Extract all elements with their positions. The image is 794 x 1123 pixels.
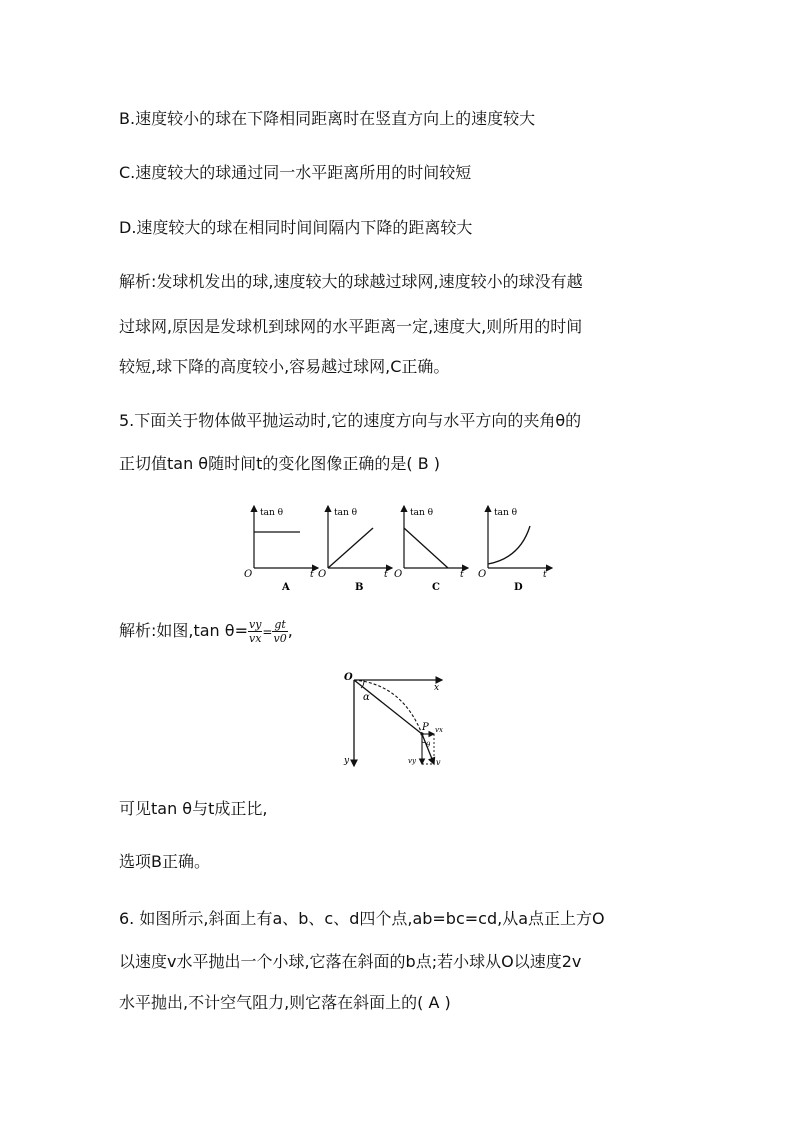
v-arrow	[422, 734, 434, 764]
question-6-line-3: 水平抛出,不计空气阻力,则它落在斜面上的( A )	[119, 993, 451, 1012]
graph-d-x-label: t	[543, 570, 547, 580]
question-6-line-1: 6. 如图所示,斜面上有a、b、c、d四个点,ab=bc=cd,从a点正上方O	[119, 909, 605, 928]
diagram-theta: θ	[426, 741, 431, 749]
graph-c-x-label: t	[460, 570, 464, 580]
diagram-alpha: α	[363, 692, 370, 703]
graph-a-y-label: tan θ	[260, 508, 284, 518]
fraction-gt-v0	[272, 618, 287, 645]
graph-b-x-label: t	[384, 570, 388, 580]
conclusion-line: 可见tan θ与t成正比,	[119, 799, 268, 818]
graph-a-x-label: t	[310, 570, 314, 580]
diagram-origin: O	[344, 672, 353, 683]
question-6-line-2: 以速度v水平抛出一个小球,它落在斜面的b点;若小球从O以速度2v	[119, 952, 582, 971]
analysis-2-line	[119, 618, 293, 645]
formula-equals: =	[262, 625, 273, 639]
graph-c-origin: O	[394, 569, 403, 580]
option-c: C.速度较大的球通过同一水平距离所用的时间较短	[119, 163, 472, 182]
diagram-vx: vx	[435, 726, 443, 734]
option-b: B.速度较小的球在下降相同距离时在竖直方向上的速度较大	[119, 109, 536, 128]
diagram-y-label: y	[344, 756, 350, 766]
graph-b-origin: O	[318, 569, 327, 580]
graph-c-letter: C	[432, 582, 440, 593]
analysis-1-line-1: 解析:发球机发出的球,速度较大的球越过球网,速度较小的球没有越	[119, 272, 583, 291]
fraction-vx: vx	[248, 632, 262, 645]
graph-b-line	[328, 528, 373, 568]
graph-c-line	[404, 528, 448, 568]
graph-d-origin: O	[478, 569, 487, 580]
projectile-diagram	[340, 668, 460, 774]
graph-d-y-label: tan θ	[494, 508, 518, 518]
fraction-vy-vx	[248, 618, 262, 645]
question-5-line-2: 正切值tan θ随时间t的变化图像正确的是( B )	[119, 454, 441, 473]
graph-c-y-label: tan θ	[410, 508, 434, 518]
graph-d-curve	[488, 526, 530, 564]
diagram-v: v	[436, 758, 441, 767]
graph-a	[244, 506, 318, 593]
diagram-x-label: x	[434, 683, 440, 693]
graph-d	[478, 506, 552, 593]
displacement-line	[354, 680, 422, 734]
analysis-1-line-2: 过球网,原因是发球机到球网的水平距离一定,速度大,则所用的时间	[119, 317, 583, 336]
formula-tail: ,	[287, 621, 293, 640]
graph-d-letter: D	[514, 582, 523, 593]
graph-b-y-label: tan θ	[334, 508, 358, 518]
analysis-2-prefix: 解析:如图,tan θ=	[119, 621, 248, 640]
option-d: D.速度较大的球在相同时间间隔内下降的距离较大	[119, 218, 473, 237]
graph-c	[394, 506, 468, 593]
diagram-vy: vy	[408, 757, 416, 765]
graph-a-origin: O	[244, 569, 253, 580]
diagram-point-p: P	[422, 722, 429, 733]
tan-theta-graphs	[238, 502, 558, 594]
graph-b-letter: B	[355, 582, 364, 593]
question-5-line-1: 5.下面关于物体做平抛运动时,它的速度方向与水平方向的夹角θ的	[119, 411, 582, 430]
analysis-1-line-3: 较短,球下降的高度较小,容易越过球网,C正确。	[119, 357, 450, 376]
fraction-vy: vy	[248, 618, 262, 631]
graph-a-letter: A	[282, 582, 290, 593]
graph-b	[318, 506, 392, 593]
fraction-v0: v0	[273, 632, 287, 645]
answer-line: 选项B正确。	[119, 852, 210, 871]
fraction-gt: gt	[274, 618, 286, 631]
